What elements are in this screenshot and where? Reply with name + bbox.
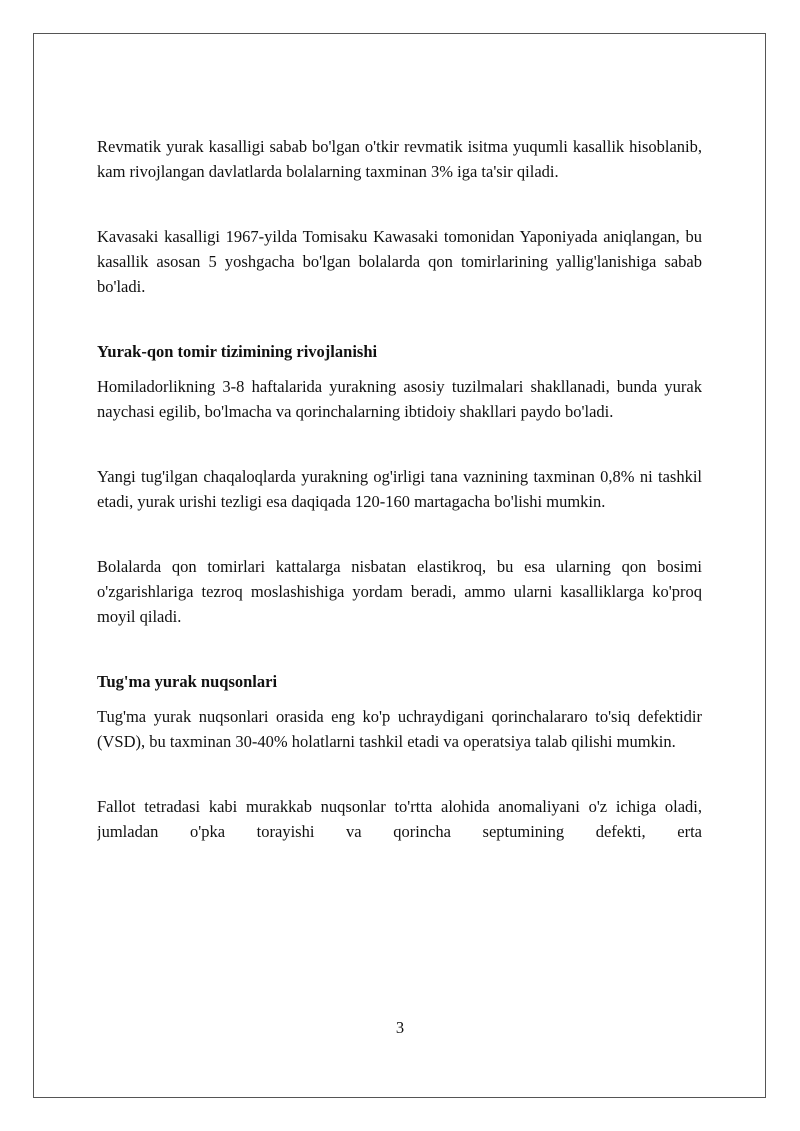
paragraph: Kavasaki kasalligi 1967-yilda Tomisaku Kawasaki tomonidan Yaponiyada aniqlangan, bu kasallik asosan 5 yoshgacha bo'lgan bolalarda qon tomirlarining yallig'lanishiga sabab bo'ladi. (97, 227, 702, 296)
paragraph: Homiladorlikning 3-8 haftalarida yurakning asosiy tuzilmalari shakllanadi, bunda yurak naychasi egilib, bo'lmacha va qorinchalarning ibtidoiy shakllari paydo bo'ladi. (97, 377, 702, 421)
paragraph: Revmatik yurak kasalligi sabab bo'lgan o'tkir revmatik isitma yuqumli kasallik hisoblanib, kam rivojlangan davlatlarda bolalarning taxminan 3% iga ta'sir qiladi. (97, 137, 702, 181)
section-heading: Yurak-qon tomir tizimining rivojlanishi (97, 342, 378, 361)
section-heading: Tug'ma yurak nuqsonlari (97, 672, 278, 691)
paragraph: Tug'ma yurak nuqsonlari orasida eng ko'p uchraydigani qorinchalararo to'siq defektidir (VSD), bu taxminan 30-40% holatlarni tashkil etadi va operatsiya talab qilishi mumkin. (97, 707, 702, 751)
page-number: 3 (395, 1018, 405, 1037)
paragraph: Bolalarda qon tomirlari kattalarga nisbatan elastikroq, bu esa ularning qon bosimi o'zgarishlariga tezroq moslashishiga yordam beradi, ammo ularni kasalliklarga ko'proq moyil qiladi. (97, 557, 702, 626)
paragraph: Fallot tetradasi kabi murakkab nuqsonlar to'rtta alohida anomaliyani o'z ichiga oladi, jumladan o'pka torayishi va qorincha septumining defekti, erta (97, 797, 702, 841)
page-body (97, 130, 702, 998)
paragraph: Yangi tug'ilgan chaqaloqlarda yurakning og'irligi tana vaznining taxminan 0,8% ni tashkil etadi, yurak urishi tezligi esa daqiqada 120-160 martagacha bo'lishi mumkin. (97, 467, 702, 511)
